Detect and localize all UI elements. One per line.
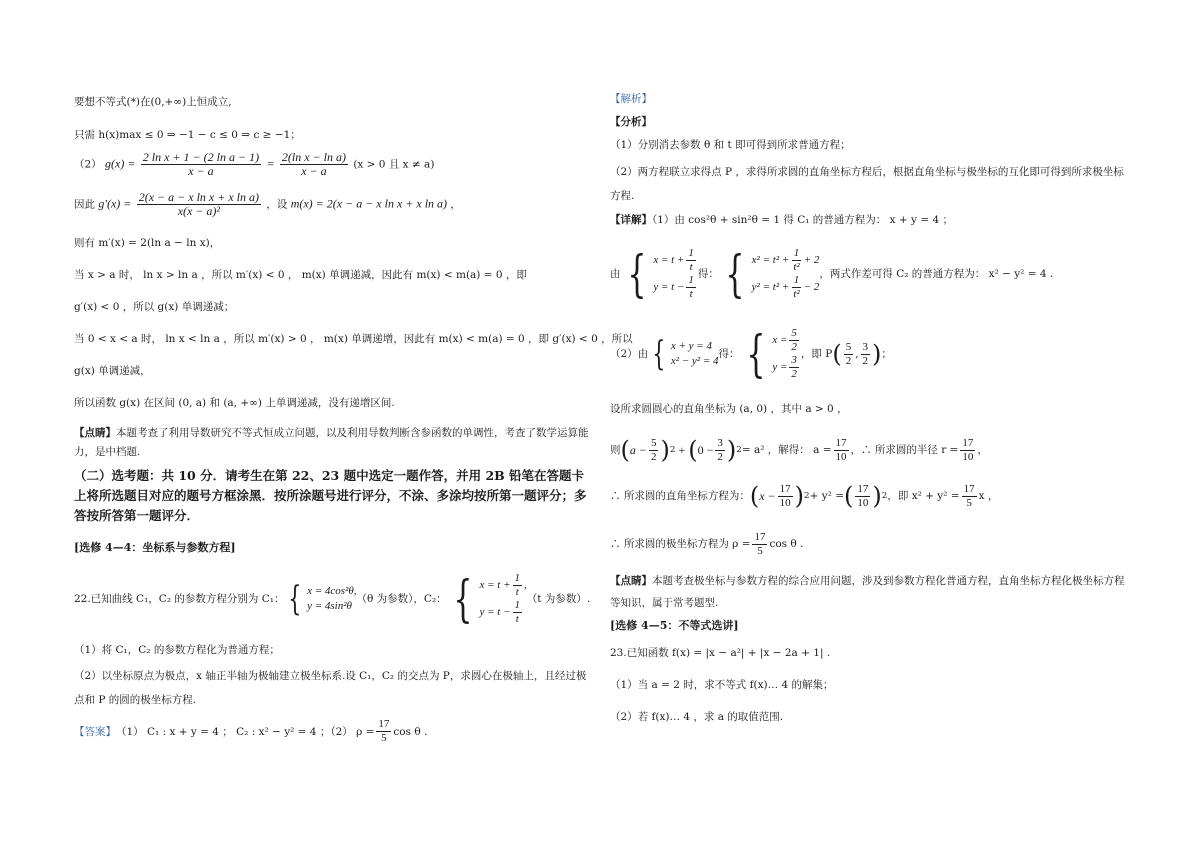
label: （2） [74,158,102,171]
xiangjie-tag: 【详解】 [610,214,652,226]
system-c2: { x = t + $\frac{1}{t}$ , y = t − $\frac{1}{t}$ [453,570,527,628]
question-part: （1）将 C₁，C₂ 的参数方程化为普通方程； [74,644,280,656]
text-line: 只需 h(x)max ≤ 0 ⇒ −1 − c ≤ 0 ⇒ c ≥ −1； [74,129,301,141]
jiexi-tag: 【解析】 [610,93,652,105]
fenxi-tag: 【分析】 [610,116,652,128]
fraction: $\frac{\text{2(x − a − x ln x + x ln a)}}{\text{x(x − a)²}}$ [138,190,259,218]
derivation-c2: 由 { x = t + $\frac{1}{t}$ y = t − $\frac{1}{t}$ 得： { x² = t² + $\frac{1}{\text{t²}}$ + 2 y² = t² + $\frac{1}{\text{t²}}$ − 2 ，两式作差可得 C₂ 的普通方程为： x² − y² = 4 . [610,245,1054,303]
question-23: 23.已知函数 f(x) = |x − a²| + |x − 2a + 1| . [610,647,831,659]
section-title: （二）选考题：共 10 分．请考生在第 22、23 题中选定一题作答，并用 2B 铅笔在答题卡上将所选题目对应的题号方框涂黑．按所涂题号进行评分，不涂、多涂均按所第一题评分；多答按所答第一题评分． [74,468,587,523]
text-line: 当 0 < x < a 时， ln x < ln a ，所以 m′(x) > 0 ， m(x) 单调递增，因此有 m(x) < m(a) = 0 ，即 g′(x) < 0 ，所以 [74,333,633,345]
xiangjie-line: 【详解】（1）由 cos²θ + sin²θ = 1 得 C₁ 的普通方程为： x + y = 4 ； [610,214,953,226]
dianjing-text: 本题考查了利用导数研究不等式恒成立问题，以及利用导数判断含参函数的单调性，考查了数学运算能力，是中档题. [74,427,589,458]
derivation-circle: ∴ 所求圆的直角坐标方程为： ( x − $\frac{17}{10}$ ) 2 + y² = ( $\frac{17}{10}$ ) 2 ，即 x² + y² = $\frac{17}{5}$ x ， [610,482,999,510]
answer-line: 【答案】 （1） C₁ : x + y = 4 ； C₂ : x² − y² = 4 ；（2） ρ = $\frac{17}{5}$ cos θ . [74,718,428,744]
text-line: 所以函数 g(x) 在区间 (0, a) 和 (a, +∞) 上单调递减，没有递增区间. [74,397,395,409]
question-part: （2）以坐标原点为极点，x 轴正半轴为极轴建立极坐标系.设 C₁，C₂ 的交点为 P，求圆心在极轴上，且经过极点和 P 的圆的极坐标方程. [74,670,587,706]
dianjing-block [74,424,594,462]
derivation-a: 则 ( a − $\frac{5}{2}$ ) 2 + ( 0 − $\frac{3}{2}$ ) 2 = a² ，解得： a = $\frac{17}{10}$ ，∴ 所求圆的半径 r = $\frac{17}{10}$ ， [610,436,988,464]
answer-tag: 【答案】 [74,725,116,738]
dianjing-text: 本题考查极坐标与参数方程的综合应用问题，涉及到参数方程化普通方程，直角坐标方程化极坐标方程等知识，属于常考题型. [610,575,1125,609]
question-22: 22.已知曲线 C₁，C₂ 的参数方程分别为 C₁： { x = 4cos²θ, y = 4sin²θ （θ 为参数），C₂： { x = t + $\frac{1}{t}$ , y = t − $\frac{1}{t}$ （t 为参数）. [74,570,591,628]
text-line: 要想不等式(*)在(0,+∞)上恒成立, [74,96,232,108]
text-line: 则有 m′(x) = 2(ln a − ln x)， [74,237,221,249]
equation-g: （2） g(x) = $\frac{\text{2 ln x + 1 − (2 ln a − 1)}}{x - a}$ = $\frac{\text{2(ln x − ln a)}}{x - a}$ (x > 0 且 x ≠ a) [74,150,435,178]
dianjing-tag: 【点睛】 [74,427,116,439]
math: g(x) = [105,156,136,171]
question-part: （2）若 f(x)… 4 ，求 a 的取值范围. [610,711,784,723]
text-line: （1）分别消去参数 θ 和 t 即可得到所求普通方程； [610,139,851,151]
fraction: $\frac{\text{2(ln x − ln a)}}{x - a}$ [281,150,346,178]
derivation-p: （2）由 { x + y = 4 x² − y² = 4 得： { x = $\frac{5}{2}$ y = $\frac{3}{2}$ ，即 P ( $\frac{5}{2}$ , $\frac{3}{2}$ ) ； [610,325,892,383]
xuanxiu-heading: [选修 4—5：不等式选讲] [610,619,739,632]
dianjing-block [610,570,1130,614]
question-part: （1）当 a = 2 时，求不等式 f(x)… 4 的解集； [610,679,834,691]
text-line: 设所求圆圆心的直角坐标为 (a, 0) ，其中 a > 0 ， [610,403,848,415]
text-line: 当 x > a 时， ln x > ln a ，所以 m′(x) < 0 ， m(x) 单调递减，因此有 m(x) < m(a) = 0 ，即 [74,269,527,281]
text-line: g′(x) < 0 ，所以 g(x) 单调递减； [74,301,235,313]
text-line: （2）两方程联立求得点 P ，求得所求圆的直角坐标方程后，根据直角坐标与极坐标的互化即可得到所求极坐标方程. [610,166,1124,202]
condition: (x > 0 且 x ≠ a) [353,158,435,171]
derivation-polar: ∴ 所求圆的极坐标方程为 ρ = $\frac{17}{5}$ cos θ . [610,530,804,557]
xuanxiu-heading: [选修 4—4：坐标系与参数方程] [74,541,236,554]
right-column [610,0,1150,848]
text-line: g(x) 单调递减， [74,365,151,377]
equation-gprime: 因此 g′(x) = $\frac{\text{2(x − a − x ln x + x ln a)}}{\text{x(x − a)²}}$ ，设 m(x) = 2(x − a − x ln x + x ln a) ， [74,190,461,218]
fraction: $\frac{\text{2 ln x + 1 − (2 ln a − 1)}}{x - a}$ [142,150,260,178]
system-c1: { x = 4cos²θ, y = 4sin²θ [288,579,357,619]
dianjing-tag: 【点睛】 [610,575,652,587]
